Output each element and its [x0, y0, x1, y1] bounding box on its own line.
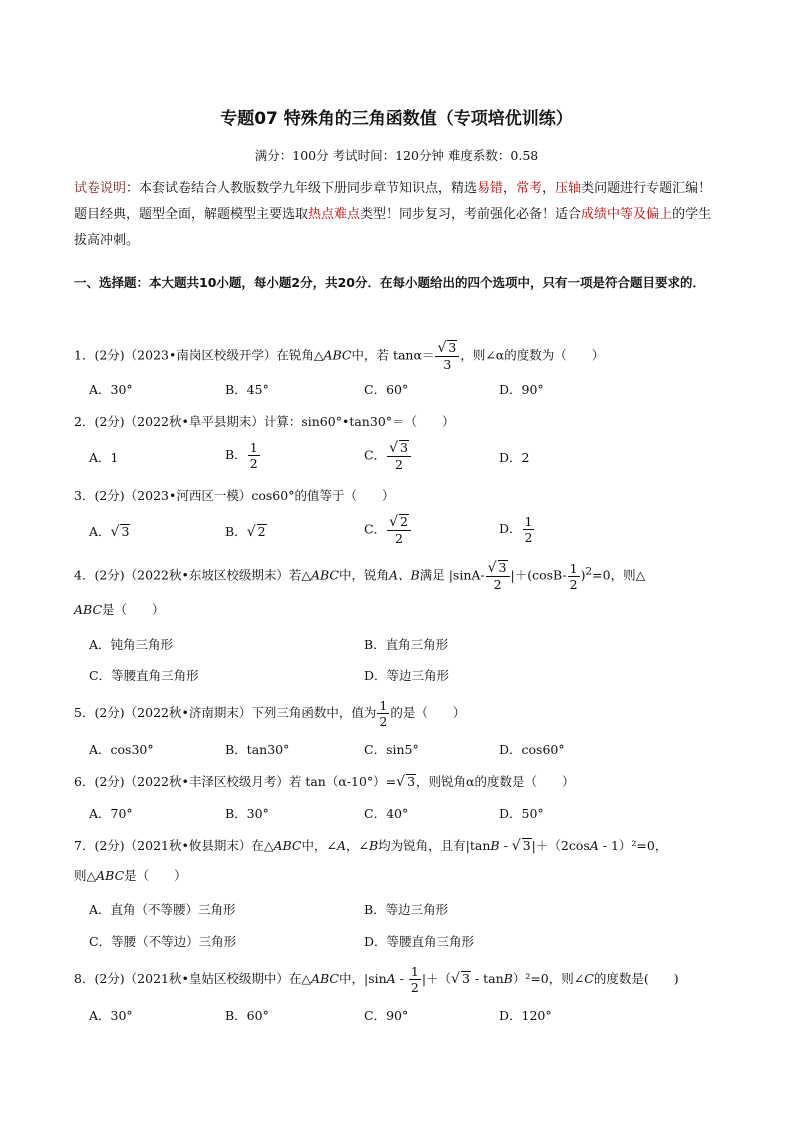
option-a[interactable]: A．直角（不等腰）三角形: [89, 902, 236, 917]
option-c[interactable]: C．等腰（不等边）三角形: [89, 934, 237, 949]
section-heading: 一、选择题：本大题共10小题，每小题2分，共20分．在每小题给出的四个选项中，只有一项是符合题目要求的．: [74, 275, 705, 290]
option-d[interactable]: D．90°: [499, 382, 544, 397]
question-8: 8．(2分)（2021秋•皇姑区校级期中）在△ABC中，|sinA - $\frac{1}{2}$ |＋（√ 3 - tanB）²=0，则∠C的度数是( ): [74, 964, 679, 995]
option-a[interactable]: A．√ 3: [89, 524, 130, 540]
question-3: 3．(2分)（2023•河西区一模）cos60°的值等于（ ）: [74, 488, 395, 503]
option-d[interactable]: D．等腰直角三角形: [364, 934, 475, 949]
question-1-options: [89, 380, 729, 404]
question-4: 4．(2分)（2022秋•东坡区校级期末）若△ABC中，锐角A、B满足 |sinA- $\frac{√ 3}{2}$ |＋(cosB- $\frac{1}{2}$ )$^2$=0，则△: [74, 560, 646, 592]
question-2: 2．(2分)（2022秋•阜平县期末）计算：sin60°•tan30°＝（ ）: [74, 414, 455, 429]
question-6: 6．(2分)（2022秋•丰泽区校级月考）若 tan（α-10°）=√ 3，则锐角α的度数是（ ）: [74, 774, 575, 790]
option-b[interactable]: B．等边三角形: [364, 902, 449, 917]
question-6-options: [89, 804, 729, 828]
highlight-frequent: 常考: [516, 181, 543, 196]
option-b[interactable]: B．直角三角形: [364, 637, 449, 652]
option-b[interactable]: B．30°: [225, 806, 269, 821]
option-d[interactable]: D．2: [499, 450, 530, 465]
option-d[interactable]: D．120°: [499, 1008, 552, 1023]
option-a[interactable]: A．钝角三角形: [89, 637, 174, 652]
fraction: $\frac{1}{2}$: [524, 514, 533, 545]
question-8-options: [89, 1006, 729, 1030]
option-c[interactable]: C．60°: [364, 382, 409, 397]
option-a[interactable]: A．30°: [89, 382, 133, 397]
fraction: $\frac{1}{2}$: [249, 440, 258, 471]
option-b[interactable]: B． $\frac{1}{2}$: [225, 440, 258, 471]
option-d[interactable]: D．等边三角形: [364, 668, 450, 683]
question-1: 1．(2分)（2023•南岗区校级开学）在锐角△ABC中，若 tanα＝ $\frac{√ 3}{3}$ ，则∠α的度数为（ ）: [74, 340, 605, 372]
option-c[interactable]: C．等腰直角三角形: [89, 668, 199, 683]
option-a[interactable]: A．1: [89, 450, 119, 465]
highlight-error-prone: 易错: [477, 181, 504, 196]
fraction: $\frac{√ 3}{3}$: [435, 340, 459, 372]
instructions-label: 试卷说明: [74, 181, 127, 196]
option-b[interactable]: B．45°: [225, 382, 269, 397]
option-c[interactable]: C． $\frac{√ 3}{2}$: [364, 440, 412, 472]
question-2-options: [89, 440, 729, 472]
question-7-options-row-2: [89, 932, 729, 956]
option-a[interactable]: A．cos30°: [89, 742, 154, 757]
option-c[interactable]: C．90°: [364, 1008, 409, 1023]
fraction: $\frac{√ 2}{2}$: [387, 514, 411, 546]
fraction: $\frac{1}{2}$: [379, 698, 388, 729]
option-d[interactable]: D． $\frac{1}{2}$: [499, 514, 533, 545]
option-a[interactable]: A．70°: [89, 806, 133, 821]
exam-instructions: 试卷说明：本套试卷结合人教版数学九年级下册同步章节知识点，精选易错，常考，压轴类问题进行专题汇编！题目经典，题型全面，解题模型主要选取热点难点类型！同步复习，考前强化必备！适合成绩中等及偏上的学生拔高冲刺。: [74, 181, 712, 248]
fraction: $\frac{1}{2}$: [410, 964, 419, 995]
question-7-line-2: 则△ABC是（ ）: [74, 868, 187, 883]
question-4-line-2: ABC是（ ）: [74, 602, 165, 617]
question-4-options-row-2: [89, 666, 729, 690]
highlight-hot-difficult: 热点难点: [308, 207, 361, 222]
question-5-options: [89, 740, 729, 764]
option-d[interactable]: D．cos60°: [499, 742, 565, 757]
question-3-options: [89, 514, 729, 546]
option-b[interactable]: B．tan30°: [225, 742, 290, 757]
question-5: 5．(2分)（2022秋•济南期末）下列三角函数中，值为 $\frac{1}{2}$ 的是（ ）: [74, 698, 466, 729]
fraction: $\frac{√ 3}{2}$: [486, 560, 510, 592]
question-4-options-row-1: [89, 635, 729, 659]
fraction: $\frac{1}{2}$: [569, 560, 578, 592]
page-title: 专题07 特殊角的三角函数值（专项培优训练）: [220, 109, 573, 129]
fraction: $\frac{√ 3}{2}$: [387, 440, 411, 472]
question-7: 7．(2分)（2021秋•攸县期末）在△ABC中，∠A，∠B均为锐角，且有|tanB - √ 3|＋（2cosA - 1）²=0，: [74, 838, 668, 854]
exam-meta: 满分：100分 考试时间：120分钟 难度系数：0.58: [254, 148, 539, 163]
highlight-final: 压轴: [555, 181, 582, 196]
highlight-target-students: 成绩中等及偏上: [581, 207, 673, 222]
option-c[interactable]: C． $\frac{√ 2}{2}$: [364, 514, 412, 546]
option-b[interactable]: B．√ 2: [225, 524, 266, 540]
option-c[interactable]: C．40°: [364, 806, 409, 821]
option-d[interactable]: D．50°: [499, 806, 544, 821]
option-a[interactable]: A．30°: [89, 1008, 133, 1023]
option-c[interactable]: C．sin5°: [364, 742, 419, 757]
option-b[interactable]: B．60°: [225, 1008, 269, 1023]
question-7-options-row-1: [89, 900, 729, 924]
